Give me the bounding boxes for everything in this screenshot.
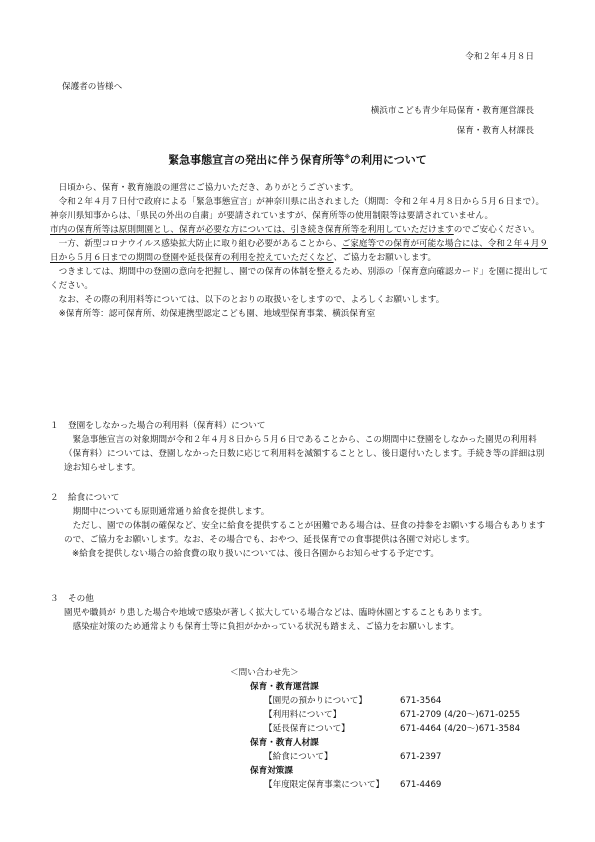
intro-paragraph-2: 令和２年４月７日付で政府による「緊急事態宣言」が神奈川県に出されました（期間：令和２年４月８日から５月６日まで）。神奈川県知事からは、「県民の外出の自粛」が要請されていますが、保育所等の使用制限等は要請されていません。: [50, 197, 545, 221]
intro-p4-underlined: ご家庭等での保育が可能な場合には、令和２年４月９日から５月６日までの期間の登園や延長保育の利用を控えていただくなど: [50, 239, 548, 263]
contact-row: [230, 750, 560, 764]
section-2-body-1: 期間中についても原則通常通り給食を提供します。: [72, 507, 270, 517]
sender-line-1: 横浜市こども青少年局保育・教育運営課長: [370, 106, 534, 116]
section-3-heading: [50, 592, 550, 606]
intro-paragraph-3: [50, 223, 550, 237]
section-1-title: 登園をしなかった場合の利用料（保育料）について: [68, 421, 266, 431]
section-2-note: ※給食を提供しない場合の給食費の取り扱いについては、後日各園からお知らせする予定です。: [72, 549, 440, 559]
intro-paragraph-1: 日頃から、保育・教育施設の運営にご協力いただき、ありがとうございます。: [58, 183, 359, 193]
section-2-title: 給食について: [68, 493, 120, 503]
section-3-body-1: 園児や職員が り患した場合や地域で感染が著しく拡大している場合などは、臨時休園とすることもあります。: [64, 608, 488, 618]
contact-row: [230, 722, 560, 736]
contact-tel: 671-4469: [400, 780, 442, 790]
contact-dept-1: 保育・教育運営課: [250, 682, 319, 692]
contact-item: 【給食について】: [264, 752, 333, 762]
greeting: 保護者の皆様へ: [62, 82, 123, 92]
section-2: [50, 491, 550, 561]
contact-item: 【延長保育について】: [264, 724, 350, 734]
contact-tel: 671-4464 (4/20～)671-3584: [400, 724, 521, 734]
section-3-body-2: 感染症対策のため通常よりも保育士等に負担がかかっている状況も踏まえ、ご協力をお願いします。: [72, 622, 460, 632]
contact-row: [230, 778, 560, 792]
intro-paragraph-5: つきましては、期間中の登園の意向を把握し、園での保育の体制を整えるため、別添の「保育意向確認カード」を園に提出してください。: [50, 267, 549, 291]
intro-paragraph-6: なお、その際の利用料等については、以下のとおりの取扱いをしますので、よろしくお願いします。: [58, 295, 445, 305]
title-tail: の利用について: [350, 153, 427, 167]
intro-p3-rest: のでご安心ください。: [453, 225, 540, 235]
contact-tel: 671-2397: [400, 752, 442, 762]
section-1: [50, 419, 550, 475]
intro-paragraph-7: ※保育所等：認可保育所、幼保連携型認定こども園、地域型保育事業、横浜保育室: [58, 309, 376, 319]
contact-dept-2: 保育・教育人材課: [250, 738, 319, 748]
section-2-heading: [50, 491, 550, 505]
sender-line-2: 保育・教育人材課長: [456, 126, 534, 136]
section-2-body-2: ただし、園での体制の確保など、安全に給食を提供することが困難である場合は、昼食の持参をお願いする場合もありますので、ご協力をお願いします。なお、その場合でも、おやつ、延長保育での食事提供は各園で対応します。: [64, 521, 546, 545]
contact-row: [230, 708, 560, 722]
document-date: 令和２年４月８日: [465, 52, 534, 62]
intro-p3-underlined: 市内の保育所等は原則開園とし、保育が必要な方については、引き続き保育所等を利用していただけます: [50, 225, 454, 235]
section-3-number: ３: [50, 594, 59, 604]
intro-section: [50, 181, 550, 321]
section-3-title: その他: [68, 594, 94, 604]
contact-row: [230, 694, 560, 708]
section-1-number: １: [50, 421, 59, 431]
contact-item: 【利用料について】: [264, 710, 342, 720]
title-main: 緊急事態宣言の発出に伴う保育所等: [168, 153, 345, 167]
section-1-heading: [50, 419, 550, 433]
contact-block: [230, 666, 560, 792]
intro-p4-end: 、ご協力をお願いします。: [333, 253, 437, 263]
contact-item: 【園児の預かりについて】: [264, 696, 367, 706]
contact-heading: ＜問い合わせ先＞: [230, 668, 299, 678]
section-1-body: 緊急事態宣言の対象期間が令和２年４月８日から５月６日であることから、この期間中に登園をしなかった園児の利用料（保育料）については、登園しなかった日数に応じて利用料を減額することとし、後日還付いたします。手続き等の詳細は別途お知らせします。: [64, 435, 545, 473]
intro-paragraph-4: [50, 237, 550, 265]
intro-p4-start: 一方、新型コロナウイルス感染拡大防止に取り組む必要があることから、: [58, 239, 342, 249]
contact-tel: 671-3564: [400, 696, 442, 706]
section-2-number: ２: [50, 493, 59, 503]
contact-tel: 671-2709 (4/20～)671-0255: [400, 710, 521, 720]
contact-item: 【年度限定保育事業について】: [264, 780, 385, 790]
section-3: [50, 592, 550, 634]
title-sup: ※: [344, 154, 351, 161]
document-title: [40, 150, 555, 169]
contact-dept-3: 保育対策課: [250, 766, 293, 776]
